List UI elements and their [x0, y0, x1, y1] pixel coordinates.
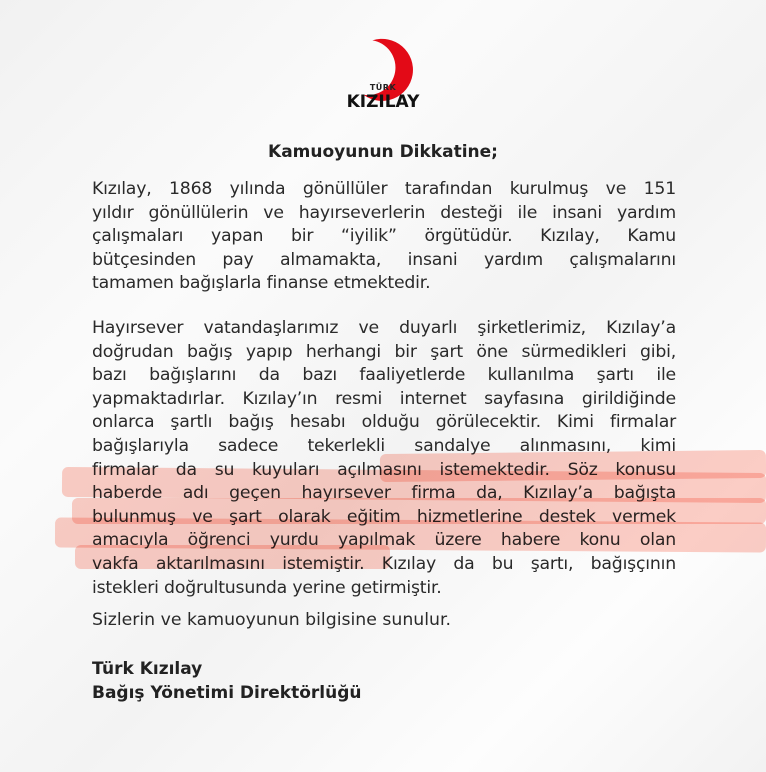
closing-text: Sizlerin ve kamuoyunun bilgisine sunulur.	[92, 610, 452, 630]
text-line: bütçesinden pay almamakta, insani yardım çalışmalarını	[92, 249, 676, 270]
text-line: doğrudan bağış yapıp herhangi bir şart öne sürmedikleri gibi,	[92, 341, 676, 362]
text-line: haberde adı geçen hayırsever firma da, Kızılay’a bağışta	[92, 483, 676, 504]
text-line: tamamen bağışlarla finanse etmektedir.	[92, 273, 431, 294]
signature-dept: Bağış Yönetimi Direktörlüğü	[92, 683, 362, 703]
paragraph-1	[92, 178, 676, 296]
document-title: Kamuoyunun Dikkatine;	[268, 142, 498, 162]
text-line: istekleri doğrultusunda yerine getirmiştir.	[92, 577, 442, 598]
text-line: vakfa aktarılmasını istemiştir. Kızılay da bu şartı, bağışçının	[92, 553, 676, 574]
text-line: Hayırsever vatandaşlarımız ve duyarlı şirketlerimiz, Kızılay’a	[92, 318, 676, 338]
text-line: Kızılay, 1868 yılında gönüllüler tarafından kurulmuş ve 151	[92, 179, 676, 199]
text-line: onlarca şartlı bağış hesabı olduğu görülecektir. Kimi firmalar	[92, 412, 676, 433]
text-line: bulunmuş ve şart olarak eğitim hizmetlerine destek vermek	[92, 506, 676, 527]
signature	[92, 657, 362, 705]
text-line: yıldır gönüllülerin ve hayırseverlerin desteği ile insani yardım	[92, 202, 676, 223]
text-line: bağışlarıyla sadece tekerlekli sandalye alınmasını, kimi	[92, 435, 676, 456]
text-line: firmalar da su kuyuları açılmasını istemektedir. Söz konusu	[92, 459, 676, 480]
text-line: yapmaktadırlar. Kızılay’ın resmi internet sayfasına girildiğinde	[92, 388, 676, 409]
text-line: amacıyla öğrenci yurdu yapılmak üzere habere konu olan	[92, 530, 676, 551]
logo-kizilay-text: KIZILAY	[346, 92, 420, 112]
signature-org: Türk Kızılay	[92, 659, 203, 679]
text-line: bazı bağışlarını da bazı faaliyetlerde kullanılma şartı ile	[92, 365, 676, 386]
text-line: çalışmaları yapan bir “iyilik” örgütüdür. Kızılay, Kamu	[92, 226, 676, 247]
paragraph-2	[92, 317, 676, 600]
logo-turk-text: TÜRK	[369, 83, 397, 92]
